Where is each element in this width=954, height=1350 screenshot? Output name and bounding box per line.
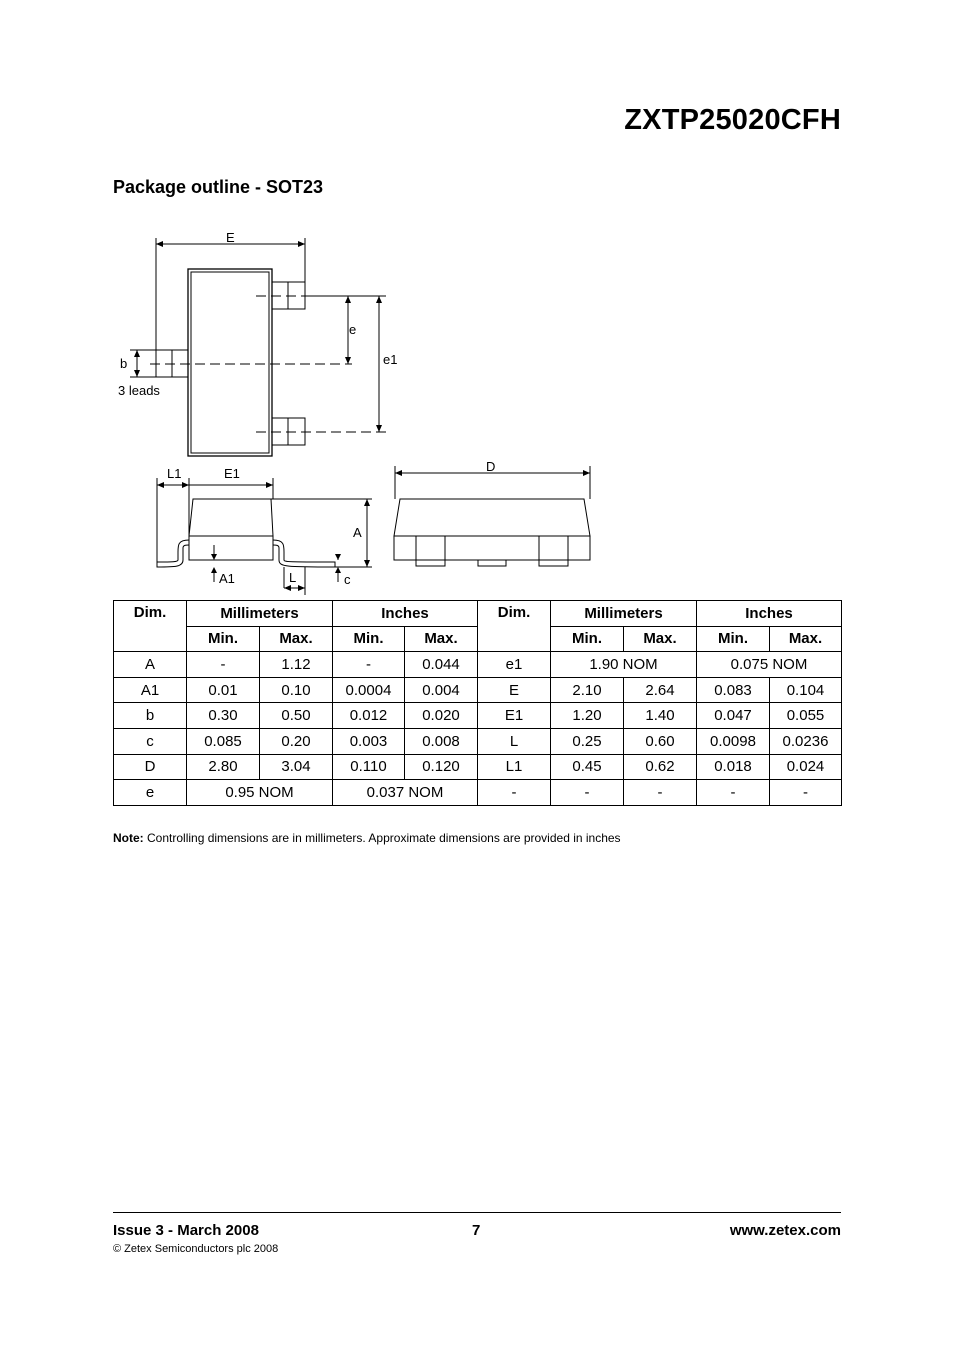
- label-L1: L1: [167, 466, 182, 481]
- header-max: Max.: [624, 626, 697, 652]
- cell-in2-max: 0.055: [770, 703, 842, 729]
- cell-mm2-max: -: [624, 780, 697, 806]
- cell-mm2-min: 0.25: [551, 728, 624, 754]
- part-number: ZXTP25020CFH: [624, 104, 841, 136]
- cell-in-max: 0.120: [405, 754, 478, 780]
- cell-in2-min: 0.0098: [697, 728, 770, 754]
- header-min: Min.: [697, 626, 770, 652]
- cell-dim2: E1: [478, 703, 551, 729]
- cell-dim2: L1: [478, 754, 551, 780]
- cell-in-min: 0.0004: [333, 677, 405, 703]
- cell-in2-max: 0.024: [770, 754, 842, 780]
- cell-in2-min: 0.047: [697, 703, 770, 729]
- label-L: L: [289, 570, 297, 585]
- header-dim: Dim.: [478, 601, 551, 652]
- cell-mm-min: -: [187, 652, 260, 678]
- cell-mm2-max: 0.62: [624, 754, 697, 780]
- cell-dim2: e1: [478, 652, 551, 678]
- note-text: Controlling dimensions are in millimeters. Approximate dimensions are provided in inches: [143, 831, 621, 845]
- dimensions-table: [113, 600, 842, 806]
- cell-dim: c: [114, 728, 187, 754]
- cell-in-min: 0.012: [333, 703, 405, 729]
- cell-dim: A: [114, 652, 187, 678]
- cell-mm-max: 0.20: [260, 728, 333, 754]
- cell-in-max: 0.004: [405, 677, 478, 703]
- table-row: [114, 780, 842, 806]
- cell-mm2-max: 2.64: [624, 677, 697, 703]
- cell-mm-nom: 1.90 NOM: [551, 652, 697, 678]
- header-max: Max.: [405, 626, 478, 652]
- cell-in-min: 0.110: [333, 754, 405, 780]
- cell-mm-min: 2.80: [187, 754, 260, 780]
- cell-in-max: 0.020: [405, 703, 478, 729]
- cell-in-max: 0.044: [405, 652, 478, 678]
- footer-copyright: © Zetex Semiconductors plc 2008: [113, 1243, 279, 1255]
- cell-mm2-min: 2.10: [551, 677, 624, 703]
- header-min: Min.: [187, 626, 260, 652]
- cell-mm-max: 1.12: [260, 652, 333, 678]
- table-row: [114, 728, 842, 754]
- footer-website-link[interactable]: www.zetex.com: [729, 1222, 841, 1239]
- cell-in2-min: 0.083: [697, 677, 770, 703]
- cell-mm2-max: 0.60: [624, 728, 697, 754]
- cell-dim2: -: [478, 780, 551, 806]
- label-c: c: [344, 572, 351, 587]
- table-row: [114, 754, 842, 780]
- header-millimeters: Millimeters: [187, 601, 333, 627]
- header-millimeters: Millimeters: [551, 601, 697, 627]
- cell-mm-max: 0.10: [260, 677, 333, 703]
- cell-dim: e: [114, 780, 187, 806]
- cell-mm2-min: 0.45: [551, 754, 624, 780]
- cell-in2-max: 0.0236: [770, 728, 842, 754]
- label-e: e: [349, 322, 357, 337]
- page-number: 7: [472, 1222, 481, 1239]
- cell-dim2: E: [478, 677, 551, 703]
- label-b: b: [120, 356, 128, 371]
- label-A1: A1: [219, 571, 235, 586]
- cell-mm-min: 0.085: [187, 728, 260, 754]
- header-max: Max.: [770, 626, 842, 652]
- section-title: Package outline - SOT23: [113, 177, 324, 197]
- cell-mm-max: 0.50: [260, 703, 333, 729]
- header-max: Max.: [260, 626, 333, 652]
- cell-in-min: 0.003: [333, 728, 405, 754]
- table-row: [114, 652, 842, 678]
- cell-in2-max: 0.104: [770, 677, 842, 703]
- cell-dim2: L: [478, 728, 551, 754]
- cell-mm2-min: 1.20: [551, 703, 624, 729]
- label-3-leads: 3 leads: [118, 383, 160, 398]
- cell-in-nom: 0.037 NOM: [333, 780, 478, 806]
- cell-dim: D: [114, 754, 187, 780]
- label-e1: e1: [383, 352, 398, 367]
- label-A: A: [353, 525, 362, 540]
- note: [113, 831, 621, 845]
- cell-mm-nom: 0.95 NOM: [187, 780, 333, 806]
- label-E1: E1: [224, 466, 240, 481]
- label-E: E: [226, 230, 235, 245]
- footer-issue: Issue 3 - March 2008: [113, 1222, 259, 1239]
- header-dim: Dim.: [114, 601, 187, 652]
- cell-mm2-max: 1.40: [624, 703, 697, 729]
- cell-in2-min: 0.018: [697, 754, 770, 780]
- table-row: [114, 703, 842, 729]
- cell-mm-min: 0.01: [187, 677, 260, 703]
- header-inches: Inches: [697, 601, 842, 627]
- cell-dim: b: [114, 703, 187, 729]
- cell-in-nom: 0.075 NOM: [697, 652, 842, 678]
- cell-in-min: -: [333, 652, 405, 678]
- header-min: Min.: [551, 626, 624, 652]
- header-inches: Inches: [333, 601, 478, 627]
- cell-in2-max: -: [770, 780, 842, 806]
- label-D: D: [486, 459, 496, 474]
- cell-in-max: 0.008: [405, 728, 478, 754]
- header-min: Min.: [333, 626, 405, 652]
- table-row: [114, 677, 842, 703]
- package-outline-drawing: [110, 225, 600, 600]
- cell-mm-min: 0.30: [187, 703, 260, 729]
- cell-dim: A1: [114, 677, 187, 703]
- note-label: Note:: [113, 831, 144, 845]
- cell-in2-min: -: [697, 780, 770, 806]
- cell-mm-max: 3.04: [260, 754, 333, 780]
- footer-divider: [113, 1212, 841, 1213]
- cell-mm2-min: -: [551, 780, 624, 806]
